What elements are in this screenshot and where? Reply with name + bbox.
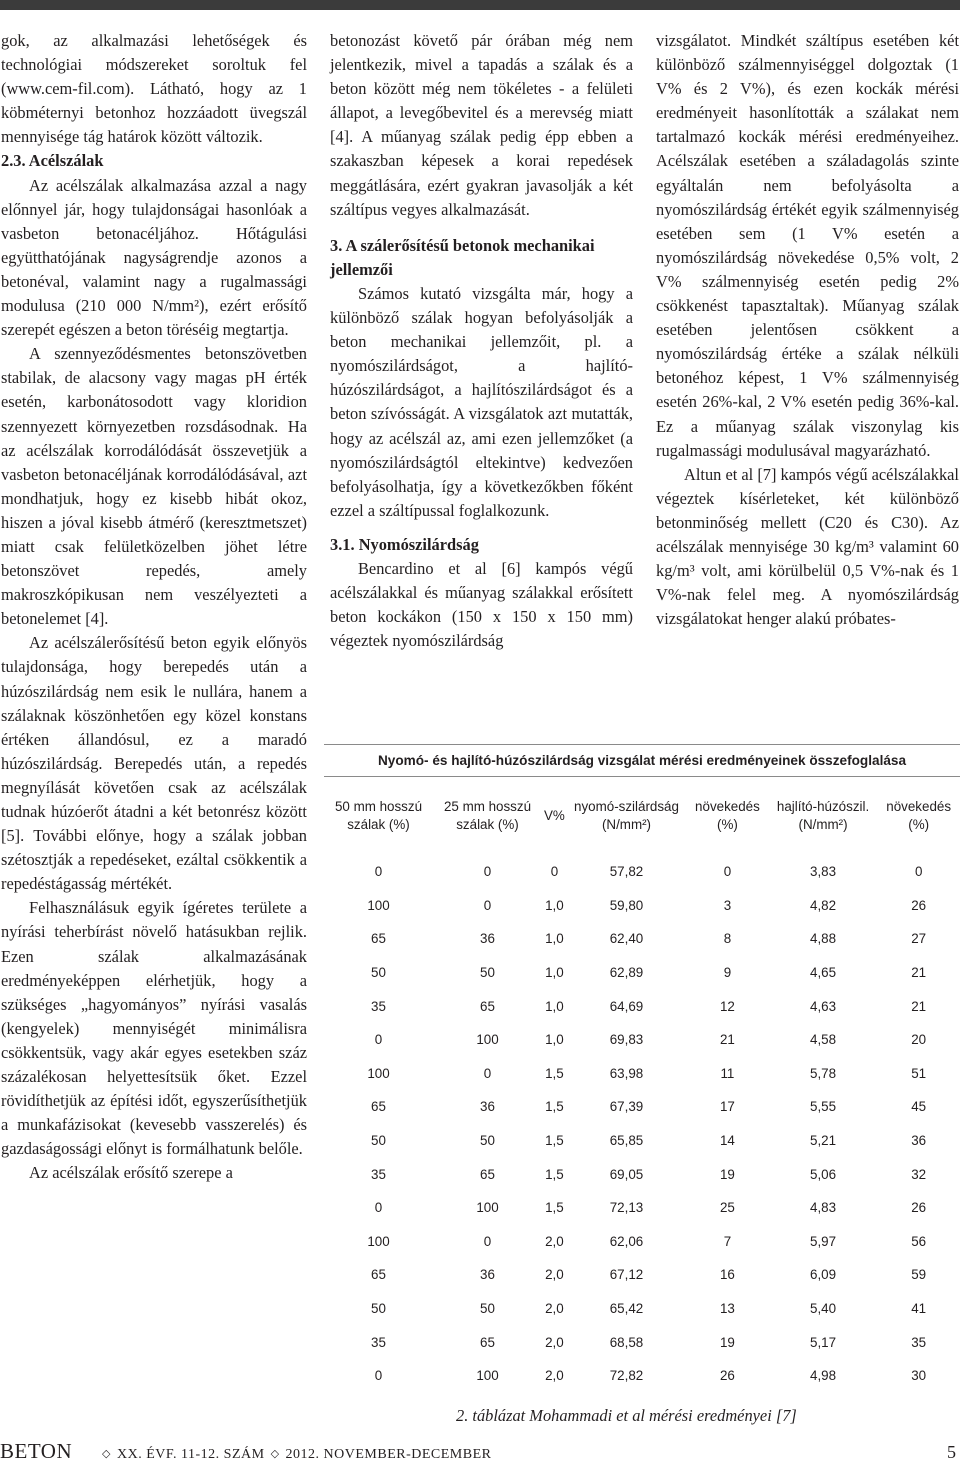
table-header-cell: növekedés (%): [695, 799, 760, 832]
table-cell: 65,42: [609, 1301, 644, 1317]
table-cell: 1,0: [545, 998, 564, 1014]
table-cell: 63,98: [609, 1065, 644, 1081]
table-cell: 12: [719, 998, 735, 1014]
table-cell: 9: [723, 965, 732, 981]
table-cell: 21: [911, 965, 927, 981]
table-cell: 67,12: [609, 1267, 644, 1283]
paragraph: Altun et al [7] kampós végű acélszálakkal végeztek kísérleteket, két különböző betonminőség mellett (C20 és C30). Az acélszálak mennyisége 30 kg/m³ valamint 60 kg/m³ volt, ami körülbelül 0,5 V%-nak és 1 V%-nak felel meg. A nyomószilárdság vizsgálatokat henger alakú próbates-: [656, 464, 959, 629]
table-row: [324, 1157, 960, 1191]
diamond-icon: ◇: [270, 1448, 280, 1460]
page-footer: [0, 1439, 960, 1469]
issue-date: 2012. NOVEMBER-DECEMBER: [285, 1447, 492, 1462]
table-cell: 3,83: [810, 864, 837, 880]
table-cell: 64,69: [609, 998, 644, 1014]
paragraph: Az acélszálak alkalmazása azzal a nagy előnnyel jár, hogy tulajdonságai hasonlóak a vasbeton betonacéljához. Hőtágulási együtthatójának nagyságrendje azonos a betonéval, valamint nagy a rugalmassági modulusa (210 000 N/mm²), ezért erősítő szerepét egészen a beton töréséig megtartja.: [1, 175, 307, 340]
paragraph: betonozást követő pár órában még nem jelentkezik, mivel a tapadás a szálak és a beton között még nem tökéletes - a felületi állapot, a levegőbevitel és a merevség miatt [4]. A műanyag szálak pedig épp ebben a szakaszban képesek a korai repedések meggátlására, ezért gyakran javasolják a két száltípus vegyes alkalmazását.: [330, 31, 633, 219]
table-cell: 50: [371, 1133, 386, 1149]
table-cell: 65: [480, 998, 495, 1014]
table-cell: 65: [371, 1267, 386, 1283]
table-cell: 1,5: [545, 1166, 564, 1182]
table-cell: 26: [719, 1368, 735, 1384]
table-cell: 11: [720, 1065, 735, 1081]
table-cell: 72,82: [609, 1368, 644, 1384]
table-cell: 19: [719, 1166, 735, 1182]
section-heading-2-3: [1, 149, 307, 173]
table-cell: 62,89: [609, 965, 644, 981]
table-cell: 5,40: [810, 1301, 837, 1317]
table-cell: 5,17: [810, 1334, 837, 1350]
table-cell: 35: [371, 998, 386, 1014]
table-row: [324, 1124, 960, 1158]
heading-number: 2.3.: [1, 151, 26, 171]
table-cell: 4,98: [810, 1368, 837, 1384]
table-cell: 13: [719, 1301, 735, 1317]
table-cell: 0: [374, 1032, 383, 1048]
table-cell: 36: [480, 931, 495, 947]
table-row: [324, 1057, 960, 1091]
table-cell: 21: [719, 1032, 735, 1048]
table-cell: 32: [911, 1166, 927, 1182]
table-cell: 35: [371, 1166, 386, 1182]
paragraph: Számos kutató vizsgálta már, hogy a különböző szálak hogyan befolyásolják a beton mechanikai jellemzőit, pl. a nyomószilárdságot, a hajlító-húzószilárdságot, a hajlítószilárdságot és a beton szívósságát. A vizsgálatok azt mutatták, hogy az acélszál az, ami ezen jellemzőket (a nyomószilárdságtól eltekintve) kedvezően befolyásolhatja, így a következőkben főként ezzel a száltípussal foglalkozunk.: [330, 283, 633, 520]
issue-info: [96, 1447, 491, 1463]
table-cell: 69,05: [609, 1166, 644, 1182]
table-cell: 62,06: [609, 1233, 644, 1249]
table-row: [324, 1023, 960, 1057]
table-cell: 1,0: [545, 897, 564, 913]
table-cell: 5,06: [810, 1166, 837, 1182]
table-header-cell: V%: [544, 808, 565, 823]
section-heading-3: [330, 234, 633, 282]
table-title: Nyomó- és hajlító-húzószilárdság vizsgálat mérési eredményeinek összefoglalása: [324, 744, 960, 777]
top-bar: [0, 0, 960, 10]
table-cell: 2,0: [545, 1334, 564, 1350]
table-cell: 0: [483, 1233, 492, 1249]
table-cell: 4,65: [810, 965, 837, 981]
table-cell: 1,5: [545, 1133, 564, 1149]
table-cell: 100: [476, 1368, 499, 1384]
table-header-cell: 50 mm hosszú szálak (%): [334, 799, 423, 832]
table-cell: 20: [911, 1032, 927, 1048]
table-cell: 5,55: [810, 1099, 837, 1115]
table-cell: 65: [371, 931, 386, 947]
table-cell: 69,83: [609, 1032, 644, 1048]
table-cell: 27: [911, 931, 927, 947]
table-cell: 19: [719, 1334, 735, 1350]
table-cell: 26: [911, 897, 927, 913]
data-table: [324, 777, 960, 1393]
table-cell: 5,21: [810, 1133, 837, 1149]
table-cell: 3: [723, 897, 732, 913]
heading-number: 3.1.: [330, 534, 355, 554]
table-cell: 45: [911, 1099, 927, 1115]
table-cell: 0: [550, 864, 559, 880]
section-heading-3-1: [330, 533, 633, 557]
paragraph: Az acélszálerősítésű beton egyik előnyös tulajdonsága, hogy berepedés után a húzószilárdság nem esik le nullára, hanem a szálaknak köszönhetően egy közel konstans értéken állandósul, ez a maradó húzószilárdság. Berepedés után, a repedés megnyílását követően csak az acélszálak tudnak húzóerőt átadni a két betonrész között [5]. További előnye, hogy a szálak jobban szétosztják a repedéseket, ezáltal csökkentik a repedéstágasság mértékét.: [1, 633, 307, 894]
table-row: [324, 855, 960, 889]
table-cell: 41: [911, 1301, 927, 1317]
table-cell: 14: [719, 1133, 735, 1149]
table-header-cell: nyomó-szilárdság (N/mm²): [574, 799, 679, 832]
table-cell: 50: [371, 965, 386, 981]
table-row: [324, 1225, 960, 1259]
table-body: [324, 855, 960, 1393]
table-cell: 59: [911, 1267, 927, 1283]
column-2: [330, 29, 633, 653]
diamond-icon: ◇: [102, 1448, 111, 1460]
table-cell: 7: [723, 1233, 732, 1249]
table-cell: 0: [483, 864, 492, 880]
table-cell: 50: [480, 965, 495, 981]
table-cell: 65: [371, 1099, 386, 1115]
table-cell: 36: [480, 1267, 495, 1283]
table-row: [324, 889, 960, 923]
table-cell: 51: [911, 1065, 927, 1081]
table-cell: 2,0: [545, 1267, 564, 1283]
table-cell: 4,63: [810, 998, 837, 1014]
heading-title: A szálerősítésű betonok mechanikai jellemzői: [330, 235, 595, 279]
table-cell: 2,0: [545, 1301, 564, 1317]
table-cell: 25: [719, 1200, 735, 1216]
table-header-cell: növekedés (%): [886, 799, 952, 832]
table-row: [324, 1258, 960, 1292]
table-cell: 72,13: [609, 1200, 644, 1216]
table-cell: 5,97: [810, 1233, 837, 1249]
table-cell: 0: [723, 864, 732, 880]
table-cell: 0: [374, 864, 383, 880]
table-cell: 1,5: [545, 1099, 564, 1115]
paragraph: gok, az alkalmazási lehetőségek és technológiai módszereket soroltuk fel (www.cem-fil.com). Látható, hogy az 1 köbméternyi betonhoz hozzáadott üvegszál mennyisége tág határok között változik.: [1, 31, 307, 147]
table-row: [324, 922, 960, 956]
table-cell: 50: [480, 1133, 495, 1149]
table-cell: 0: [374, 1368, 383, 1384]
table-cell: 1,5: [545, 1200, 564, 1216]
table-cell: 100: [476, 1200, 499, 1216]
results-table: [324, 744, 960, 1393]
table-header-cell: 25 mm hosszú szálak (%): [443, 799, 532, 832]
column-3: [656, 29, 959, 631]
table-cell: 17: [719, 1099, 735, 1115]
table-cell: 100: [367, 1065, 390, 1081]
table-cell: 67,39: [609, 1099, 644, 1115]
table-cell: 21: [911, 998, 927, 1014]
table-cell: 4,58: [810, 1032, 837, 1048]
paragraph: Bencardino et al [6] kampós végű acélszálakkal és műanyag szálakkal erősített beton kockákon (150 x 150 x 150 mm) végeztek nyomószilárdság: [330, 558, 633, 651]
paragraph: A szennyeződésmentes betonszövetben stabilak, de alacsony vagy magas pH érték esetén, karbonátosodott vagy kloridion szennyezett környezetben rozsdásodnak. Ha az acélszálak korrodálódását összevetjük a vasbeton betonacéljának korrodálódásával, azt mondhatjuk, hogy ez kisebb hibát okoz, hiszen a jóval kisebb átmérő (keresztmetszet) miatt csak felületközelben jöhet létre betonszövet repedés, amely makroszkópikusan nem veszélyezteti a betonelemet [4].: [1, 344, 307, 629]
table-cell: 0: [483, 1065, 492, 1081]
table-cell: 62,40: [609, 931, 644, 947]
table-row: [324, 956, 960, 990]
column-1: [1, 29, 307, 1186]
table-cell: 35: [371, 1334, 386, 1350]
table-cell: 1,0: [545, 931, 564, 947]
paragraph: Felhasználásuk egyik ígéretes területe a nyírási teherbírást növelő hatásukban rejlik. Ezen szálak alkalmazásának eredményeképpen elérhetjük, hogy a szükséges „hagyományos” nyírási vasalás (kengyelek) mennyiségét minimálisra csökkentsük, vagy akár egyes esetekben száz százalékosan helyettesítsük őket. Ezzel rövidíthetjük az építési időt, egyszerűsíthetjük a munkafázisokat (kevesebb vasszerelés) és gazdaságossági előnyt is formálhatunk belőle.: [1, 898, 307, 1159]
table-row: [324, 1359, 960, 1393]
paragraph: vizsgálatot. Mindkét száltípus esetében két különböző szálmennyiséggel dolgoztak (1 V% és 2 V%), és ezen kockák mérési eredményeit hasonlították a szálakat nem tartalmazó kockák mérési eredményeihez. Acélszálak esetében a száladagolás szinte egyáltalán nem befolyásolta a nyomószilárdság értékét egyik szálmennyiség esetében sem (1 V% esetén a nyomószilárdság növekedése 0,5% volt, 2 V% szálmennyiség esetén pedig 2% csökkenést tapasztaltak). Műanyag szálak esetében jelentősen csökkent a nyomószilárdság értéke a szálak nélküli betonéhoz képest, 1 V% szálmennyiség esetén 26%-kal, 2 V% esetén pedig 36%-kal. Ez a műanyag szálak viszonylag kis rugalmassági modulusával magyarázható.: [656, 31, 959, 460]
table-cell: 100: [476, 1032, 499, 1048]
heading-title: Acélszálak: [28, 151, 104, 171]
table-cell: 2,0: [545, 1233, 564, 1249]
table-cell: 36: [480, 1099, 495, 1115]
page-number: 5: [947, 1442, 956, 1462]
table-cell: 65: [480, 1334, 495, 1350]
table-row: [324, 1292, 960, 1326]
table-cell: 0: [914, 864, 923, 880]
heading-title: Nyomószilárdság: [358, 534, 479, 554]
table-cell: 4,82: [810, 897, 837, 913]
table-cell: 16: [719, 1267, 735, 1283]
table-cell: 5,78: [810, 1065, 837, 1081]
table-cell: 2,0: [545, 1368, 564, 1384]
journal-name: BETON: [0, 1439, 73, 1463]
table-cell: 59,80: [609, 897, 644, 913]
table-cell: 50: [371, 1301, 386, 1317]
table-cell: 8: [723, 931, 732, 947]
heading-number: 3.: [330, 235, 343, 255]
table-cell: 56: [911, 1233, 927, 1249]
table-cell: 30: [911, 1368, 927, 1384]
table-cell: 1,0: [545, 965, 564, 981]
table-cell: 100: [367, 1233, 390, 1249]
table-cell: 50: [480, 1301, 495, 1317]
table-row: [324, 1191, 960, 1225]
table-cell: 1,5: [545, 1065, 564, 1081]
table-cell: 4,83: [810, 1200, 837, 1216]
table-cell: 1,0: [545, 1032, 564, 1048]
table-cell: 35: [911, 1334, 927, 1350]
table-cell: 57,82: [609, 864, 644, 880]
table-cell: 100: [367, 897, 390, 913]
table-cell: 6,09: [810, 1267, 837, 1283]
table-row: [324, 1090, 960, 1124]
table-cell: 65: [480, 1166, 495, 1182]
table-row: [324, 1325, 960, 1359]
table-header-row: [324, 777, 960, 855]
table-cell: 68,58: [609, 1334, 644, 1350]
volume-label: XX. ÉVF. 11-12. SZÁM: [116, 1447, 265, 1462]
table-caption: 2. táblázat Mohammadi et al mérési eredményei [7]: [456, 1406, 797, 1425]
table-row: [324, 989, 960, 1023]
paragraph: Az acélszálak erősítő szerepe a: [29, 1163, 233, 1183]
table-cell: 65,85: [609, 1133, 644, 1149]
table-cell: 26: [911, 1200, 927, 1216]
table-cell: 0: [374, 1200, 383, 1216]
table-header-cell: hajlító-húzószil. (N/mm²): [776, 799, 870, 832]
table-cell: 4,88: [810, 931, 837, 947]
table-cell: 36: [911, 1133, 927, 1149]
table-cell: 0: [483, 897, 492, 913]
